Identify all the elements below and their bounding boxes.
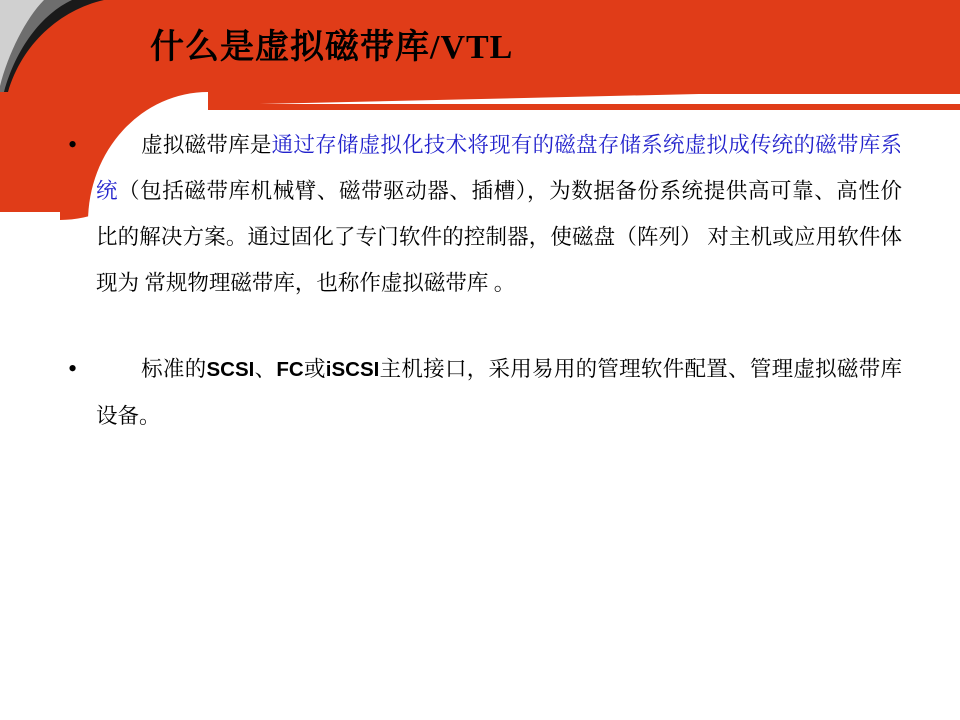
corner-swoosh-decoration bbox=[0, 0, 120, 92]
paragraph-2-run-1: 标准的 bbox=[141, 357, 207, 381]
page-title: 什么是虚拟磁带库/VTL bbox=[150, 29, 514, 66]
paragraph-1-run-2-highlight: 通过存储虚拟化技术将现有的磁盘存储系统虚拟成传统的磁带库系统 bbox=[96, 133, 902, 203]
paragraph-2-run-6-latin: iSCSI bbox=[325, 358, 380, 381]
paragraph-2-run-7: 主机接口，采用易用的管理软件配置、管理虚拟磁带库设备。 bbox=[96, 357, 902, 428]
bullet-marker: • bbox=[68, 130, 78, 159]
paragraph-2-run-2-latin: SCSI bbox=[206, 358, 255, 381]
paragraph-2-run-3: 、 bbox=[254, 357, 277, 381]
bullet-item bbox=[62, 346, 902, 439]
bullet-marker: • bbox=[68, 354, 78, 383]
paragraph-2 bbox=[96, 346, 902, 439]
paragraph-1-run-1: 虚拟磁带库是 bbox=[141, 133, 272, 157]
paragraph-1-run-3: （包括磁带库机械臂、磁带驱动器、插槽），为数据备份系统提供高可靠、高性价比的解决方案。通过固化了专门软件的控制器，使磁盘（阵列） 对主机或应用软件体现为 常规物理磁带库，也称作虚拟磁带库 。 bbox=[96, 179, 902, 295]
paragraph-1 bbox=[96, 122, 902, 306]
slide-body bbox=[62, 122, 902, 479]
paragraph-2-run-4-latin: FC bbox=[276, 358, 304, 381]
paragraph-2-run-5: 或 bbox=[303, 357, 326, 381]
bullet-item bbox=[62, 122, 902, 306]
header-underline bbox=[88, 104, 960, 110]
